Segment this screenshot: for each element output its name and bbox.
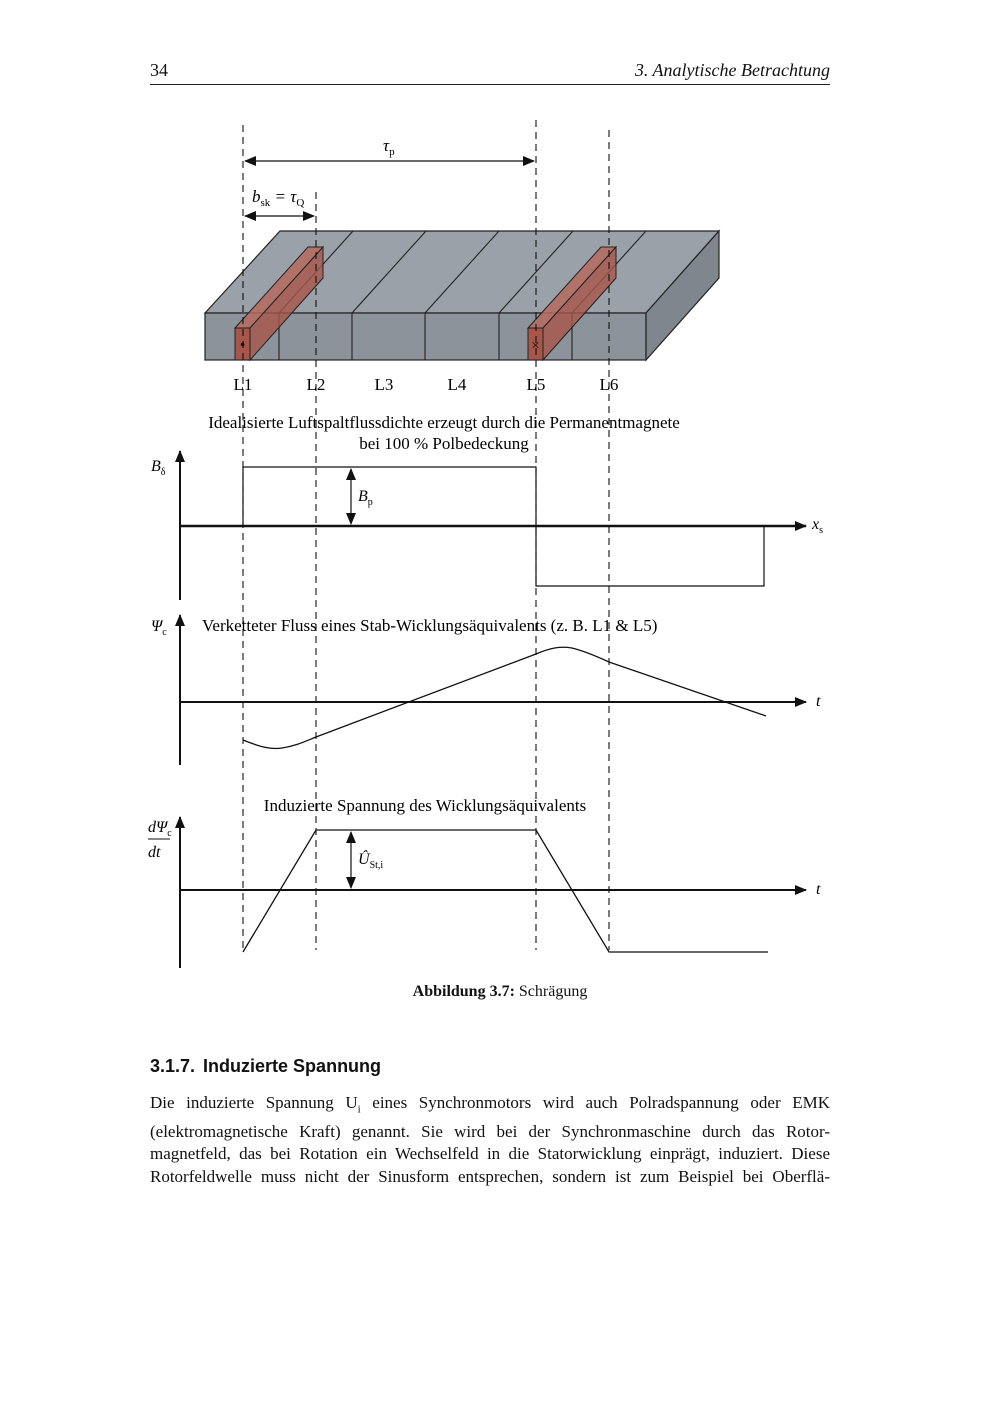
u-axis-label-num: $d\Psi_c$ <box>148 819 172 839</box>
line1-rest: eines Synchronmotors wird auch Polradspannung oder EMK <box>360 1093 830 1112</box>
u-axis-label-den: dt <box>148 844 161 861</box>
xs-label: $x_s$ <box>812 516 824 536</box>
caption-text: Schrägung <box>514 983 588 1000</box>
flux-title-line2: bei 100 % Polbedeckung <box>359 434 529 453</box>
caption-label: Abbildung 3.7: <box>412 983 515 1000</box>
paragraph-line-4: Rotorfeldwelle muss nicht der Sinusform entsprechen, sondern ist zum Beispiel bei Oberflä- <box>150 1166 830 1186</box>
slot-labels <box>234 375 619 394</box>
psi-axis-label: $\Psi_c$ <box>151 618 167 638</box>
slot-label-l1: L1 <box>233 375 253 394</box>
figure-caption <box>0 983 1000 1001</box>
current-cross-symbol: × <box>531 338 540 354</box>
page-number: 34 <box>150 60 168 80</box>
tau-p-label: $\tau_p$ <box>383 136 395 158</box>
flux-title-line1: Idealisierte Luftspaltflussdichte erzeugt durch die Permanentmagnete <box>208 413 680 432</box>
body-paragraph <box>150 1092 830 1188</box>
section-number: 3.1.7. <box>150 1056 196 1076</box>
bp-label: $B_p$ <box>358 488 373 508</box>
u-t-label: t <box>816 881 821 898</box>
bsk-label: $b_{sk} = \tau_Q$ <box>252 187 305 209</box>
psi-t-label: t <box>816 693 821 710</box>
slot-label-l4: L4 <box>447 375 467 394</box>
slot-label-l3: L3 <box>374 375 394 394</box>
u-title: Induzierte Spannung des Wicklungsäquivalents <box>263 796 587 815</box>
slot-label-l5: L5 <box>526 375 546 394</box>
current-dot-symbol: • <box>239 337 246 354</box>
running-chapter-title: 3. Analytische Betrachtung <box>634 60 830 80</box>
section-heading <box>150 1056 381 1077</box>
linked-flux-curve <box>243 647 766 748</box>
line1-start: Die induzierte Spannung U <box>150 1093 358 1112</box>
paragraph-line-2: (elektromagnetische Kraft) genannt. Sie wird bei der Synchronmaschine durch das Rotor- <box>150 1121 830 1141</box>
psi-title: Verketteter Fluss eines Stab-Wicklungsäquivalents (z. B. L1 & L5) <box>202 616 658 635</box>
paragraph-line-1 <box>150 1092 830 1121</box>
u-amplitude-label: $Û_{St,i}$ <box>358 851 384 871</box>
slot-label-l2: L2 <box>306 375 326 394</box>
line1-subscript: i <box>357 1103 361 1116</box>
b-delta-axis-label: $B_\delta$ <box>151 458 166 478</box>
section-title: Induzierte Spannung <box>203 1056 382 1076</box>
slot-label-l6: L6 <box>599 375 619 394</box>
paragraph-line-3: magnetfeld, das bei Rotation ein Wechselfeld in die Statorwicklung einprägt, induziert. Diese <box>150 1144 830 1164</box>
